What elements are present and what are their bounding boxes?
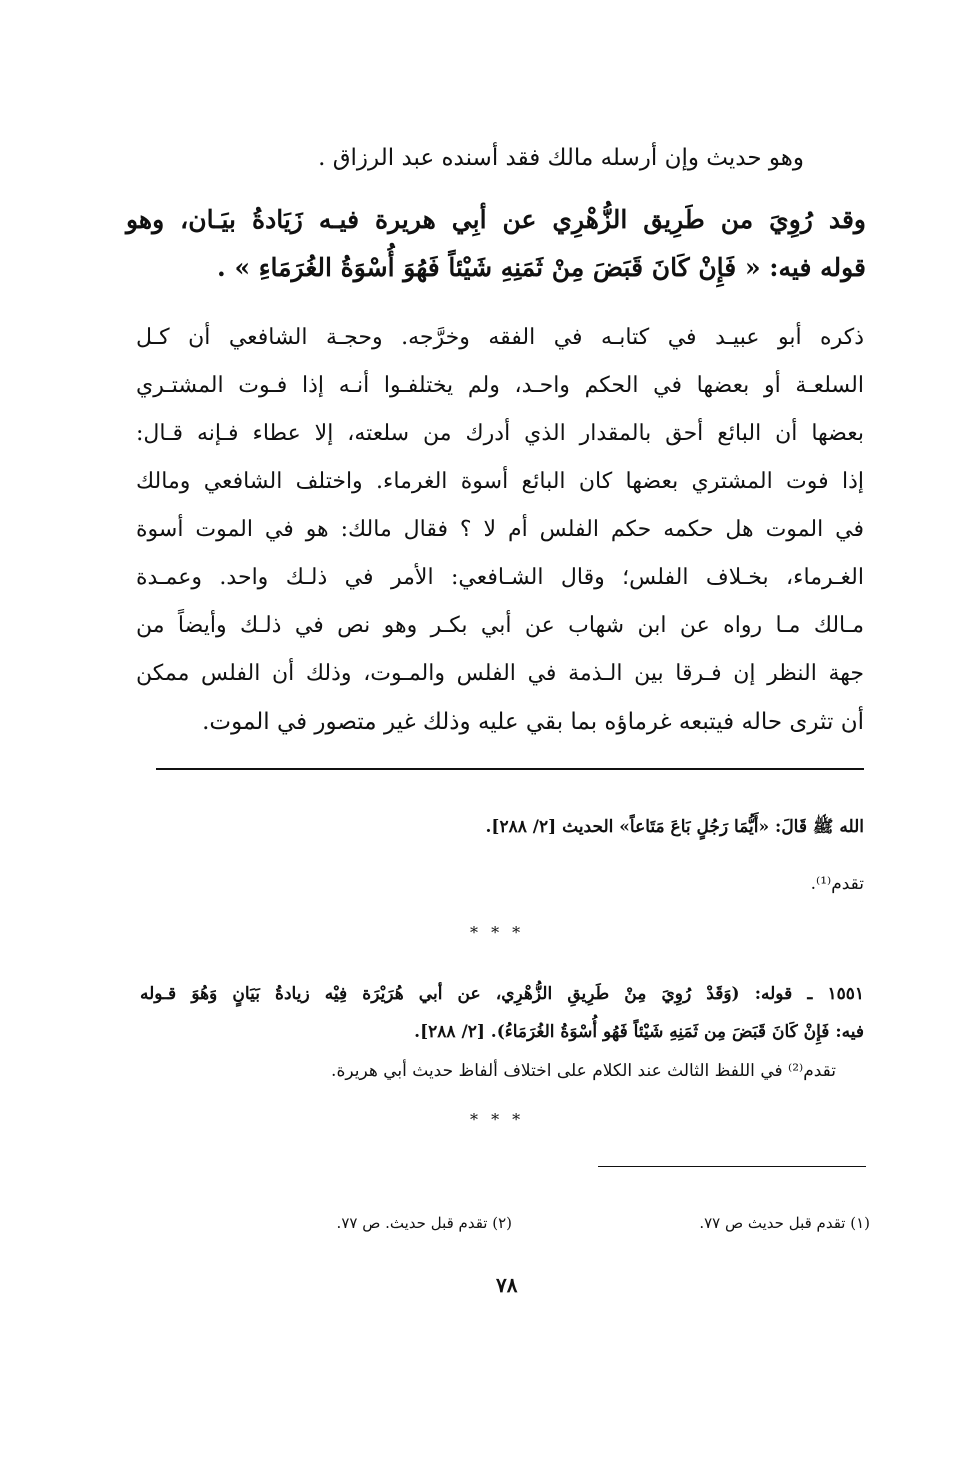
commentary-line-6: الغـرماء، بخـلاف الفلس؛ وقال الشـافعي: الأمر في ذلـك واحد. وعمـدة (136, 565, 864, 590)
commentary-line-5: في الموت هل حكمه حكم الفلس أم لا ؟ فقال مالك: هو في الموت أسوة (136, 517, 864, 542)
footnote-divider (598, 1166, 866, 1167)
note-line-1: الله ﷺ قَالَ: «أَيُّمَا رَجُلٍ بَاعَ مَتَاعاً» الحديث [٢/ ٢٨٨]. (485, 817, 864, 837)
hadith-line-2: قوله فيه: « فَإِنْ كَانَ قَبَضَ مِنْ ثَمَنِهِ شَيْئاً فَهُوَ أُسْوَةُ الغُرَمَاءِ » . (217, 253, 866, 282)
entry-line-2: فيه: فَإِنْ كَانَ قَبَضَ مِن ثَمَنِهِ شَيْئاً فَهُو أُسْوَةُ الغُرَمَاءُ). [٢/ ٢٨٨]. (414, 1022, 864, 1042)
commentary-line-2: السلعـة أو بعضها في الحكم واحـد، ولم يختلفـوا أنـه إذا فـوت المشتـري (136, 373, 864, 398)
separator-stars-1: * * * (470, 923, 525, 942)
separator-stars-2: * * * (470, 1110, 525, 1129)
commentary-line-8: جهة النظر إن فـرقا بين الـذمة في الفلس والمـوت، وذلك أن الفلس ممكن (136, 661, 864, 686)
page-number: ٧٨ (496, 1273, 518, 1297)
commentary-line-3: بعضها أن البائع أحق بالمقدار الذي أدرك من سلعته، إلا عطاء فـإنه قـال: (136, 421, 864, 446)
note-line-2: تقدم⁽¹⁾. (810, 874, 864, 894)
hadith-line-1: وقد رُوِيَ من طَرِيق الزُّهْرِي عن أبِي هريرة فيـه زَيَادةُ بيَـان، وهو (126, 205, 866, 234)
intro-line: وهو حديث وإن أرسله مالك فقد أسنده عبد الرزاق . (318, 145, 804, 171)
commentary-line-1: ذكره أبو عبيـد في كتابـه في الفقه وخرَّجه. وحجـة الشافعي أن كـل (136, 325, 864, 350)
footnote-2: (٢) تقدم قبل حديث. ص ٧٧. (336, 1214, 512, 1232)
section-divider (156, 768, 864, 770)
commentary-line-4: إذا فوت المشتري بعضها كان البائع أسوة الغرماء. واختلف الشافعي ومالك (136, 469, 864, 494)
note-line-3: تقدم⁽²⁾ في اللفظ الثالث عند الكلام على اختلاف ألفاظ حديث أبي هريرة. (331, 1061, 836, 1081)
entry-line-1: ١٥٥١ ـ قوله: (وَقَدْ رُوِيَ مِنْ طَرِيقِ الزُّهْرِي، عن أبي هُرَيْرَة فِيْه زيادةُ بَيَانٍ وَهُوَ قـوله (140, 984, 864, 1004)
commentary-line-9: أن تثرى حاله فيتبعه غرماؤه بما بقي عليه وذلك غير متصور في الموت. (202, 709, 864, 735)
footnote-1: (١) تقدم قبل حديث ص ٧٧. (699, 1214, 870, 1232)
commentary-line-7: مـالك مـا رواه عن ابن شهاب عن أبي بكـر وهو نص في ذلـك وأيضاً من (136, 613, 864, 638)
